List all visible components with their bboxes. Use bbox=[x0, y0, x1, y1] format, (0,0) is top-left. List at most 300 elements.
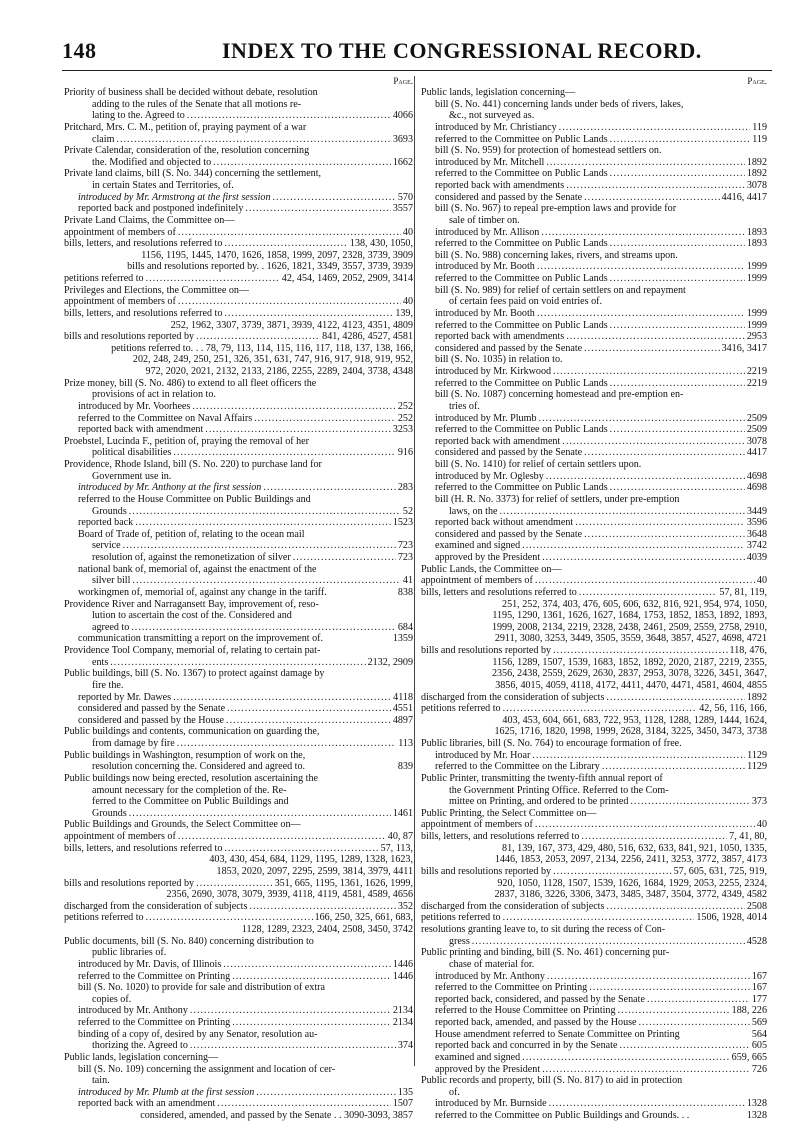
dot-leader bbox=[173, 447, 396, 459]
page-reference: 841, 4286, 4527, 4581 bbox=[322, 331, 413, 343]
page-reference: 1999 bbox=[746, 273, 767, 284]
index-line bbox=[421, 785, 767, 797]
entry-text: Public Lands, the Committee on— bbox=[421, 563, 562, 575]
entry-text: gress bbox=[449, 935, 470, 947]
index-line bbox=[421, 110, 767, 122]
index-line bbox=[64, 843, 413, 855]
entry-text: introduced by Mr. Kirkwood bbox=[435, 366, 552, 377]
index-line bbox=[421, 715, 767, 727]
entry-text: Public records and property, bill (S. No. 817) to aid in protection bbox=[421, 1075, 683, 1087]
index-line bbox=[64, 982, 413, 994]
entry-text: referred to the Committee on Public Lands bbox=[435, 482, 608, 494]
index-line bbox=[64, 854, 413, 866]
entry-text: bill (S. No. 959) for protection of homestead settlers on. bbox=[435, 145, 662, 157]
entry-text: Providence Tool Company, memorial of, relating to certain pat- bbox=[64, 645, 321, 656]
entry-text: 252, 1962, 3307, 3739, 3871, 3939, 4122, 4123, 4351, 4809 bbox=[170, 319, 413, 331]
index-line bbox=[421, 378, 767, 390]
entry-text: referred to the House Committee on Public Buildings and bbox=[78, 493, 311, 505]
entry-text: referred to the Committee on Public Lands bbox=[435, 168, 608, 180]
dot-leader bbox=[293, 552, 396, 564]
index-line bbox=[64, 273, 413, 285]
entry-text: petitions referred to bbox=[64, 273, 144, 284]
index-line bbox=[421, 726, 767, 738]
entry-text: lution to ascertain the cost of the. Considered and bbox=[92, 610, 292, 622]
page-reference: 2134 bbox=[392, 1017, 413, 1028]
page-reference: 4416, 4417 bbox=[721, 191, 767, 203]
entry-text: petitions referred to bbox=[421, 912, 501, 924]
page-reference: 3449 bbox=[746, 505, 767, 517]
index-line bbox=[64, 378, 413, 390]
entry-text: considered and passed by the Senate bbox=[78, 703, 226, 715]
page-reference: 118, 476, bbox=[729, 645, 767, 656]
index-line bbox=[64, 215, 413, 227]
page-reference: 1461 bbox=[392, 807, 413, 819]
entry-text: referred to the Committee on Public Buildings and Grounds. . . bbox=[435, 1110, 690, 1121]
index-line bbox=[64, 1052, 413, 1064]
index-line bbox=[64, 959, 413, 971]
index-line bbox=[421, 971, 767, 983]
index-line bbox=[64, 168, 413, 180]
entry-text: examined and signed bbox=[435, 540, 521, 552]
dot-leader bbox=[575, 517, 745, 529]
page-reference: 252 bbox=[397, 400, 413, 412]
entry-text: considered and passed by the House bbox=[78, 714, 225, 726]
index-line bbox=[64, 599, 413, 611]
entry-text: referred to the Committee on Printing bbox=[78, 970, 231, 982]
page-reference: 3253 bbox=[392, 424, 413, 436]
dot-leader bbox=[190, 1040, 396, 1052]
index-line bbox=[64, 424, 413, 436]
index-line bbox=[64, 389, 413, 401]
entry-text: referred to the Committee on Printing bbox=[435, 982, 588, 994]
index-line bbox=[64, 447, 413, 459]
entry-text: introduced by Mr. Anthony bbox=[435, 970, 545, 982]
entry-text: workingmen of, memorial of, against any change in the tariff. bbox=[78, 586, 327, 598]
entry-text: resolution of, against the remonetization of silver bbox=[92, 552, 291, 563]
page-reference: 2132, 2909 bbox=[367, 656, 413, 668]
entry-text: 202, 248, 249, 250, 251, 326, 351, 631, 747, 916, 917, 918, 919, 952, bbox=[132, 354, 413, 366]
entry-text: referred to the Committee on Public Lands bbox=[435, 424, 608, 436]
entry-text: Board of Trade of, petition of, relating to the ocean mail bbox=[78, 528, 305, 540]
index-line bbox=[421, 982, 767, 994]
entry-text: 1853, 2020, 2097, 2295, 2599, 3814, 3979, 4411 bbox=[216, 865, 413, 877]
dot-leader bbox=[503, 912, 695, 924]
entry-text: bills and resolutions reported by bbox=[64, 331, 195, 343]
index-line bbox=[421, 261, 767, 273]
entry-text: House amendment referred to Senate Committee on Printing bbox=[435, 1028, 680, 1040]
index-line bbox=[64, 831, 413, 843]
dot-leader bbox=[263, 482, 396, 494]
index-line bbox=[64, 99, 413, 111]
index-line bbox=[421, 645, 767, 657]
entry-text: copies of. bbox=[92, 993, 132, 1005]
dot-leader bbox=[129, 506, 401, 518]
entry-text: 403, 430, 454, 684, 1129, 1195, 1289, 1328, 1623, bbox=[209, 854, 413, 866]
index-line bbox=[421, 168, 767, 180]
dot-leader bbox=[192, 401, 396, 413]
index-line bbox=[421, 436, 767, 448]
page-reference: 252 bbox=[397, 412, 413, 424]
index-line bbox=[421, 622, 767, 634]
entry-text: referred to the Committee on Public Lands bbox=[435, 319, 608, 331]
index-line bbox=[421, 203, 767, 215]
entry-text: petitions referred to bbox=[421, 703, 501, 715]
entry-text: reported back bbox=[78, 517, 134, 529]
index-line bbox=[64, 1017, 413, 1029]
entry-text: 403, 453, 604, 661, 683, 722, 953, 1128, 1288, 1289, 1444, 1624, bbox=[502, 714, 767, 726]
index-line bbox=[421, 878, 767, 890]
index-line bbox=[64, 1005, 413, 1017]
entry-text: discharged from the consideration of subjects bbox=[64, 900, 248, 912]
page-reference: 352 bbox=[397, 900, 413, 912]
index-line bbox=[421, 227, 767, 239]
index-line bbox=[421, 959, 767, 971]
page-reference: 119 bbox=[752, 133, 767, 145]
index-line bbox=[421, 773, 767, 785]
entry-text: considered, amended, and passed by the Senate . . 3090-3093, 3857 bbox=[140, 1110, 413, 1121]
entry-text: Private land claims, bill (S. No. 344) concerning the settlement, bbox=[64, 168, 322, 180]
page-reference: 139, bbox=[395, 307, 413, 319]
page-reference: 4528 bbox=[746, 935, 767, 947]
entry-text: the. Modified and objected to bbox=[92, 156, 212, 168]
page-reference: 1523 bbox=[392, 517, 413, 529]
dot-leader bbox=[472, 936, 745, 948]
index-line bbox=[64, 436, 413, 448]
dot-leader bbox=[542, 552, 745, 564]
page-number: 148 bbox=[62, 38, 97, 63]
page-reference: 3416, 3417 bbox=[721, 342, 767, 354]
entry-text: sale of timber on. bbox=[449, 214, 520, 226]
entry-text: reported back with amendment bbox=[435, 435, 561, 447]
index-line bbox=[421, 936, 767, 948]
index-line bbox=[421, 866, 767, 878]
dot-leader bbox=[647, 994, 750, 1006]
entry-text: discharged from the consideration of subjects bbox=[421, 900, 605, 912]
dot-leader bbox=[559, 122, 751, 134]
dot-leader bbox=[227, 703, 391, 715]
index-line bbox=[421, 250, 767, 262]
index-line bbox=[421, 552, 767, 564]
entry-text: bill (S. No. 441) concerning lands under beds of rivers, lakes, bbox=[435, 98, 684, 110]
dot-leader bbox=[546, 471, 745, 483]
index-line bbox=[421, 924, 767, 936]
index-line bbox=[64, 459, 413, 471]
entry-text: Public libraries, bill (S. No. 764) to encourage formation of free. bbox=[421, 738, 682, 749]
entry-text: 1625, 1716, 1820, 1998, 1999, 2628, 3184, 3225, 3450, 3473, 3738 bbox=[494, 726, 767, 738]
entry-text: Providence, Rhode Island, bill (S. No. 220) to purchase land for bbox=[64, 459, 322, 470]
index-line bbox=[421, 343, 767, 355]
entry-text: reported back with an amendment bbox=[78, 1098, 216, 1110]
entry-text: Public buildings, bill (S. No. 1367) to protect against damage by bbox=[64, 668, 325, 680]
index-line bbox=[64, 285, 413, 297]
dot-leader bbox=[131, 622, 396, 634]
entry-text: approved by the President bbox=[435, 552, 541, 563]
entry-text: the Government Printing Office. Referred to the Com- bbox=[449, 784, 669, 796]
entry-text: referred to the Committee on Public Lands bbox=[435, 273, 608, 284]
running-title: INDEX TO THE CONGRESSIONAL RECORD. bbox=[222, 38, 702, 63]
index-line bbox=[64, 971, 413, 983]
entry-text: claim bbox=[92, 133, 115, 145]
entry-text: chase of material for. bbox=[449, 958, 535, 970]
index-line bbox=[64, 680, 413, 692]
entry-text: 3856, 4015, 4059, 4118, 4172, 4411, 4470, 4471, 4581, 4604, 4855 bbox=[495, 679, 767, 691]
index-line bbox=[64, 785, 413, 797]
index-line bbox=[64, 715, 413, 727]
page-reference: 659, 665 bbox=[731, 1051, 767, 1063]
index-line bbox=[421, 401, 767, 413]
entry-text: Public lands, legislation concerning— bbox=[64, 1051, 219, 1063]
index-line bbox=[421, 703, 767, 715]
entry-text: binding of a copy of, desired by any Senator, resolution au- bbox=[78, 1028, 318, 1040]
entry-text: appointment of members of bbox=[64, 831, 176, 842]
entry-text: bill (S. No. 967) to repeal pre-emption laws and provide for bbox=[435, 203, 677, 215]
dot-leader bbox=[553, 645, 727, 657]
entry-text: Providence River and Narragansett Bay, improvement of, reso- bbox=[64, 598, 319, 610]
index-line bbox=[421, 633, 767, 645]
entry-text: appointment of members of bbox=[421, 575, 533, 587]
index-line bbox=[64, 1064, 413, 1076]
page-reference: 2508 bbox=[746, 900, 767, 912]
index-line bbox=[64, 901, 413, 913]
page-reference: 1446 bbox=[392, 970, 413, 982]
page-reference: 1507 bbox=[392, 1098, 413, 1110]
index-line bbox=[421, 285, 767, 297]
entry-text: bills, letters, and resolutions referred to bbox=[64, 842, 223, 854]
index-line bbox=[421, 413, 767, 425]
page-reference: 3693 bbox=[392, 133, 413, 145]
entry-text: considered and passed by the Senate bbox=[435, 447, 583, 459]
index-line bbox=[64, 1110, 413, 1122]
index-line bbox=[64, 878, 413, 890]
entry-text: national bank of, memorial of, against the enactment of the bbox=[78, 563, 317, 575]
index-line bbox=[421, 1064, 767, 1076]
page-reference: 4698 bbox=[746, 470, 767, 482]
dot-leader bbox=[610, 168, 745, 180]
entry-text: petitions referred to. . . 78, 79, 113, 114, 115, 116, 117, 118, 137, 138, 166, bbox=[111, 342, 413, 354]
index-line bbox=[64, 227, 413, 239]
page-reference: 1506, 1928, 4014 bbox=[696, 912, 767, 924]
dot-leader bbox=[610, 482, 745, 494]
index-line bbox=[421, 761, 767, 773]
entry-text: discharged from the consideration of subjects bbox=[421, 691, 605, 703]
index-line bbox=[64, 622, 413, 634]
entry-text: Pritchard, Mrs. C. M., petition of, praying payment of a war bbox=[64, 121, 307, 133]
page-reference: 605 bbox=[751, 1040, 767, 1052]
dot-leader bbox=[224, 308, 393, 320]
entry-text: 1195, 1290, 1361, 1626, 1627, 1684, 1753, 1852, 1853, 1892, 1893, bbox=[492, 610, 767, 622]
dot-leader bbox=[589, 982, 750, 994]
entry-text: introduced by Mr. Mitchell bbox=[435, 156, 545, 168]
index-line bbox=[421, 1087, 767, 1099]
index-line bbox=[421, 889, 767, 901]
entry-text: approved by the President bbox=[435, 1063, 541, 1075]
page-reference: 1129 bbox=[747, 749, 767, 761]
index-line bbox=[64, 657, 413, 669]
page-reference: 42, 56, 116, 166, bbox=[699, 703, 767, 715]
index-line bbox=[64, 87, 413, 99]
dot-leader bbox=[553, 366, 745, 378]
page-reference: 52 bbox=[402, 505, 413, 517]
index-line bbox=[64, 1098, 413, 1110]
index-line bbox=[421, 750, 767, 762]
index-line bbox=[421, 587, 767, 599]
page-reference: 4897 bbox=[392, 714, 413, 726]
page-reference: 138, 430, 1050, bbox=[349, 238, 413, 250]
index-line bbox=[421, 947, 767, 959]
index-line bbox=[421, 540, 767, 552]
entry-text: 1156, 1195, 1445, 1470, 1626, 1858, 1999, 2097, 2328, 3739, 3909 bbox=[141, 249, 413, 261]
index-line bbox=[64, 761, 413, 773]
index-line bbox=[64, 354, 413, 366]
page-column-label: Page. bbox=[747, 76, 767, 86]
page-reference: 113 bbox=[398, 738, 413, 749]
page-reference: 2953 bbox=[746, 331, 767, 343]
dot-leader bbox=[500, 506, 745, 518]
index-line bbox=[64, 726, 413, 738]
entry-text: bill (S. No. 988) concerning lakes, rivers, and streams upon. bbox=[435, 249, 678, 261]
index-line bbox=[421, 424, 767, 436]
page-reference: 1893 bbox=[746, 238, 767, 250]
index-line bbox=[64, 180, 413, 192]
entry-text: laws, on the bbox=[449, 505, 498, 517]
entry-text: adding to the rules of the Senate that all motions re- bbox=[92, 98, 302, 110]
entry-text: tries of. bbox=[449, 400, 480, 412]
index-line bbox=[64, 1040, 413, 1052]
entry-text: 81, 139, 167, 373, 429, 480, 516, 632, 633, 841, 921, 1050, 1335, bbox=[502, 842, 767, 854]
entry-text: tain. bbox=[92, 1075, 110, 1087]
entry-text: 972, 2020, 2021, 2132, 2133, 2186, 2255, 2289, 2404, 3738, 4348 bbox=[145, 366, 413, 377]
index-line bbox=[421, 1052, 767, 1064]
dot-leader bbox=[584, 343, 719, 355]
entry-text: introduced by Mr. Davis, of Illinois bbox=[78, 958, 222, 970]
entry-text: bill (H. R. No. 3373) for relief of settlers, under pre-emption bbox=[435, 493, 680, 505]
entry-text: bill (S. No. 989) for relief of certain settlers on and repayment bbox=[435, 284, 686, 296]
dot-leader bbox=[187, 110, 391, 122]
left-entries bbox=[64, 87, 413, 1122]
index-line bbox=[421, 564, 767, 576]
dot-leader bbox=[610, 320, 745, 332]
index-line bbox=[64, 633, 413, 645]
entry-text: lating to the. Agreed to bbox=[92, 110, 185, 122]
index-line bbox=[64, 587, 413, 599]
index-line bbox=[64, 552, 413, 564]
index-line bbox=[421, 599, 767, 611]
index-line bbox=[421, 1005, 767, 1017]
page-reference: 166, 250, 325, 661, 683, bbox=[314, 912, 413, 924]
page-reference: 1999 bbox=[746, 261, 767, 273]
entry-text: reported back and postponed indefinitely bbox=[78, 203, 244, 215]
index-line bbox=[421, 796, 767, 808]
page-reference: 40 bbox=[402, 296, 413, 308]
index-line bbox=[421, 99, 767, 111]
page-reference: 2134 bbox=[392, 1005, 413, 1017]
index-line bbox=[421, 808, 767, 820]
entry-text: Public buildings and contents, communication on guarding the, bbox=[64, 726, 320, 738]
index-line bbox=[421, 238, 767, 250]
entry-text: examined and signed bbox=[435, 1051, 521, 1063]
right-entries bbox=[421, 87, 767, 1122]
entry-text: 1128, 1289, 2323, 2404, 2508, 3450, 3742 bbox=[241, 924, 413, 935]
entry-text: Public documents, bill (S. No. 840) concerning distribution to bbox=[64, 935, 314, 947]
entry-text: introduced by Mr. Booth bbox=[435, 307, 535, 319]
entry-text: bill (S. No. 1020) to provide for sale and distribution of extra bbox=[78, 982, 325, 994]
entry-text: Grounds bbox=[92, 807, 127, 819]
page-reference: 40 bbox=[756, 575, 767, 587]
dot-leader bbox=[584, 447, 745, 459]
index-line bbox=[421, 331, 767, 343]
dot-leader bbox=[249, 901, 395, 913]
entry-text: bills and resolutions reported by bbox=[421, 645, 552, 656]
index-line bbox=[421, 575, 767, 587]
index-line bbox=[64, 692, 413, 704]
entry-text: 2837, 3186, 3226, 3306, 3473, 3485, 3487, 3504, 3772, 4349, 4582 bbox=[494, 889, 767, 901]
index-line bbox=[421, 494, 767, 506]
entry-text: introduced by Mr. Christiancy bbox=[435, 121, 557, 133]
index-line bbox=[421, 320, 767, 332]
index-line bbox=[421, 447, 767, 459]
index-line bbox=[421, 692, 767, 704]
dot-leader bbox=[178, 296, 401, 308]
index-line bbox=[64, 889, 413, 901]
entry-text: resolutions granting leave to, to sit during the recess of Con- bbox=[421, 924, 666, 935]
index-line bbox=[64, 750, 413, 762]
dot-leader bbox=[606, 692, 744, 704]
page-reference: 839 bbox=[397, 761, 413, 773]
dot-leader bbox=[522, 1052, 729, 1064]
dot-leader bbox=[566, 180, 745, 192]
entry-text: silver bill bbox=[92, 575, 131, 587]
page-reference: 1662 bbox=[392, 156, 413, 168]
page-reference: 167 bbox=[751, 982, 767, 994]
dot-leader bbox=[618, 1005, 730, 1017]
entry-text: referred to the Committee on Public Lands bbox=[435, 238, 608, 250]
page-reference: 2509 bbox=[746, 412, 767, 424]
entry-text: Public printing and binding, bill (S. No. 461) concerning pur- bbox=[421, 947, 670, 959]
index-line bbox=[421, 912, 767, 924]
page-reference: 177 bbox=[751, 993, 767, 1005]
entry-text: reported back, considered, and passed by the Senate bbox=[435, 993, 645, 1005]
dot-leader bbox=[256, 1087, 396, 1099]
index-line bbox=[421, 215, 767, 227]
dot-leader bbox=[610, 134, 751, 146]
index-line bbox=[64, 134, 413, 146]
index-line bbox=[421, 668, 767, 680]
index-line bbox=[64, 122, 413, 134]
page-reference: 569 bbox=[751, 1017, 767, 1028]
entry-text: ferred to the Committee on Public Buildings and bbox=[92, 796, 289, 808]
dot-leader bbox=[177, 738, 397, 750]
page-reference: 1359 bbox=[392, 633, 413, 645]
index-line bbox=[64, 866, 413, 878]
entry-text: Private Calendar, consideration of the, resolution concerning bbox=[64, 145, 310, 157]
entry-text: communication transmitting a report on the improvement of. bbox=[78, 633, 323, 645]
page-reference: 726 bbox=[751, 1063, 767, 1075]
dot-leader bbox=[123, 540, 396, 552]
dot-leader bbox=[232, 971, 391, 983]
dot-leader bbox=[610, 273, 745, 285]
right-column bbox=[421, 76, 767, 1122]
page-reference: 40 bbox=[402, 226, 413, 238]
index-line bbox=[64, 947, 413, 959]
dot-leader bbox=[273, 192, 396, 204]
index-line bbox=[64, 645, 413, 657]
page-reference: 188, 226 bbox=[731, 1005, 767, 1017]
entry-text: referred to the Committee on Public Lands bbox=[435, 377, 608, 389]
index-line bbox=[64, 1087, 413, 1099]
entry-text: bill (S. No. 1035) in relation to. bbox=[435, 354, 563, 366]
index-line bbox=[421, 308, 767, 320]
index-line bbox=[421, 819, 767, 831]
